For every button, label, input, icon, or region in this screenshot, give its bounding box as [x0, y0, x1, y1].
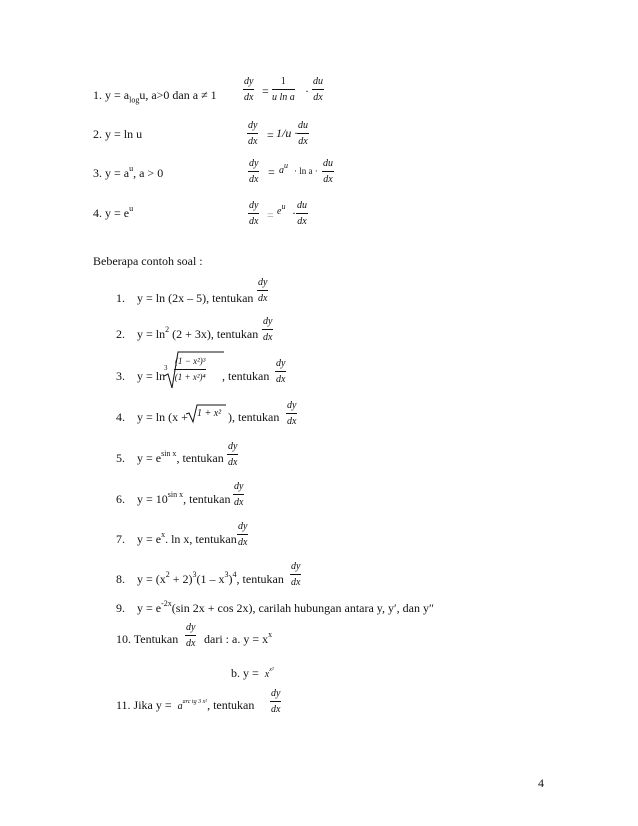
formula-1-rhs-fraction: $\frac{du}{dx}$: [313, 76, 323, 103]
formula-2-rhs-fraction: $\frac{du}{dx}$: [298, 120, 308, 147]
problem-8-fraction: $\frac{dy}{dx}$: [291, 561, 301, 588]
formula-1-mid-fraction: $\frac{1}{\text{u ln a}}$: [272, 76, 295, 103]
formula-3-rhs-fraction: $\frac{du}{dx}$: [323, 158, 333, 185]
problem-4-fraction: $\frac{dy}{dx}$: [287, 400, 297, 427]
formula-3-equals: =: [268, 165, 275, 179]
problem-8: 8. $y = (x^2 + 2)^3(1 - x^3)^4$, tentukan: [116, 570, 284, 586]
problem-9: 9. $y = e^{-2x}(\sin$ 2x + cos 2x), carilah hubungan antara y, y′, dan y″: [116, 599, 434, 615]
formula-4-rhs-fraction: $\frac{du}{dx}$: [297, 200, 307, 227]
problem-4-post: ), tentukan: [228, 410, 280, 424]
formula-2-dot: ·: [294, 126, 298, 140]
formula-3-base-a: $a^u$: [279, 160, 288, 176]
problem-1-fraction: $\frac{dy}{dx}$: [258, 277, 268, 304]
problem-10-part-b: b. $y = x^{x^2}$: [231, 666, 274, 680]
problem-3-fraction: $\frac{dy}{dx}$: [276, 358, 286, 385]
problem-5: 5. $y = e^{sin x}$, tentukan: [116, 449, 224, 465]
formula-3-ln-a: · ln a ·: [294, 166, 318, 176]
problem-3-root-index: 3: [164, 364, 168, 372]
problem-10-fraction: $\frac{dy}{dx}$: [186, 622, 196, 649]
problem-6-fraction: $\frac{dy}{dx}$: [234, 481, 244, 508]
formula-2-label: 2. y = ln u: [93, 127, 143, 141]
problem-3-tentukan: , tentukan: [222, 369, 270, 383]
problem-1: 1. y = ln (2x – 5), tentukan: [116, 291, 254, 305]
formula-2-one-over-u: 1/u: [276, 126, 292, 140]
formula-3-label: 3. $y = a^u$, a > 0: [93, 164, 164, 180]
formula-4-label: 4. $y = e^u$: [93, 204, 134, 220]
formula-4-lhs-fraction: $\frac{dy}{dx}$: [249, 200, 259, 227]
problem-11-fraction: $\frac{dy}{dx}$: [271, 688, 281, 715]
formula-3-lhs-fraction: $\frac{dy}{dx}$: [249, 158, 259, 185]
problem-2-fraction: $\frac{dy}{dx}$: [263, 316, 273, 343]
problem-3-root-fraction: $\frac{\text{(1 − x²)³}}{\text{(1 + x²)⁴}}$: [174, 356, 206, 382]
problem-3: 3. y = ln: [116, 369, 166, 383]
page-number: 4: [538, 776, 544, 790]
formula-1-dot: ·: [305, 84, 309, 98]
problem-5-fraction: $\frac{dy}{dx}$: [228, 441, 238, 468]
formula-2-equals: =: [267, 128, 274, 142]
problem-7: 7. $y = e^x$. ln x, tentukan: [116, 530, 237, 546]
problem-2: 2. $y = \ln^2 (2 + 3x)$, tentukan: [116, 325, 259, 341]
formula-1-lhs-fraction: $\frac{dy}{dx}$: [244, 76, 254, 103]
formula-2-lhs-fraction: $\frac{dy}{dx}$: [248, 120, 258, 147]
problem-7-fraction: $\frac{dy}{dx}$: [238, 521, 248, 548]
formula-1-equals: =: [262, 84, 269, 98]
formula-4-equals: =: [267, 208, 274, 222]
section-title: Beberapa contoh soal :: [93, 254, 203, 268]
problem-4-pre: 4. y = ln (x +: [116, 410, 188, 424]
problem-11: 11. Jika $y = a^{arc tg 3 x^2}$, tentukan: [116, 698, 255, 712]
formula-4-dot: ·: [292, 206, 296, 220]
problem-10-lead: 10. Tentukan: [116, 632, 179, 646]
formula-1-label: 1. $y = a_{log}u$, a>0 dan a ≠ 1: [93, 88, 217, 105]
formula-4-base-e: $e^u$: [277, 201, 286, 217]
problem-4-root-content: 1 + x²: [197, 408, 222, 419]
problem-10-part-a: dari : a. $y = x^x$: [204, 630, 273, 646]
problem-6: 6. $y = 10^{sin x}$, tentukan: [116, 490, 231, 506]
